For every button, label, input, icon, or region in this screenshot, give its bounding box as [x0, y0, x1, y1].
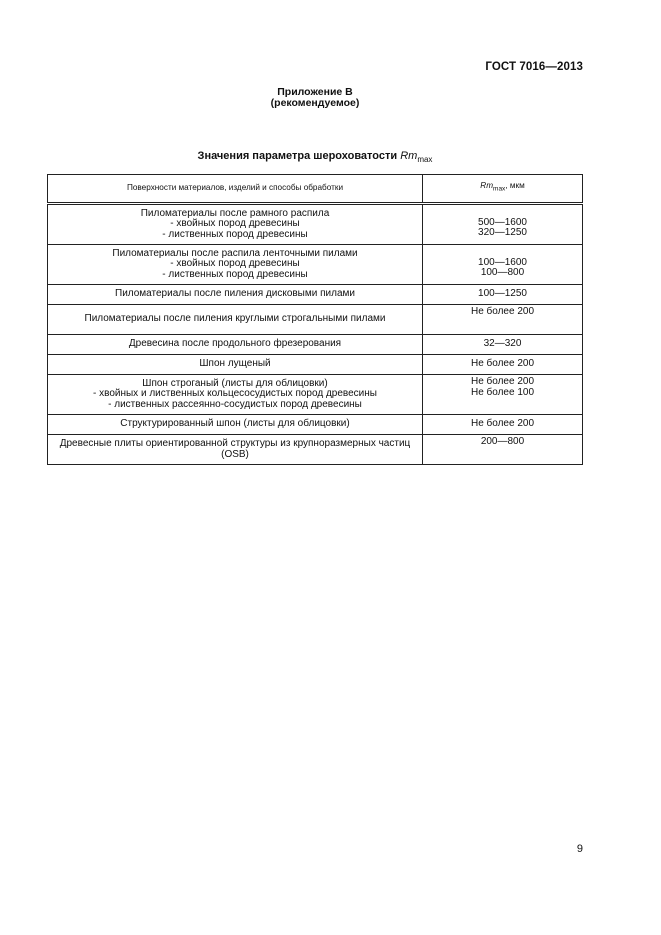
rm-value: 500—1600	[478, 216, 527, 228]
rm-value: Не более 200	[470, 358, 535, 370]
surface-cell	[48, 204, 423, 245]
rm-value	[423, 207, 582, 218]
table-row	[48, 415, 583, 435]
appendix-title: Приложение В	[277, 86, 353, 98]
col-surfaces-header: Поверхности материалов, изделий и способы обработки	[48, 175, 423, 204]
table-row	[48, 355, 583, 375]
rm-value: Не более 200	[470, 418, 535, 430]
standard-number: ГОСТ 7016—2013	[485, 61, 583, 73]
surface-cell	[48, 245, 423, 285]
rm-value: Не более 200	[470, 376, 535, 387]
roughness-table	[47, 174, 583, 465]
surface-subitem: (OSB)	[221, 448, 249, 460]
surface-cell	[48, 335, 423, 355]
rm-value-cell	[423, 285, 583, 305]
surface-name: Пиломатериалы после пиления дисковыми пилами	[115, 288, 355, 300]
col-rm-header	[423, 175, 583, 204]
table-title-symbol: Rm	[400, 150, 418, 162]
surface-name: Древесина после продольного фрезерования	[128, 338, 342, 350]
surface-name: Древесные плиты ориентированной структуры из крупноразмерных частиц	[59, 438, 411, 449]
table-header-row	[48, 175, 583, 204]
rm-value-cell	[423, 204, 583, 245]
surface-cell	[48, 435, 423, 465]
surface-name: Пиломатериалы после распила ленточными пилами	[112, 247, 358, 259]
col-rm-symbol: Rm	[480, 181, 494, 191]
rm-value-cell	[423, 245, 583, 285]
surface-subitem: - лиственных пород древесины	[162, 228, 308, 240]
surface-cell	[48, 305, 423, 335]
rm-value-cell	[423, 415, 583, 435]
col-rm-subscript: max	[493, 186, 506, 194]
rm-value-cell	[423, 435, 583, 465]
table-row	[48, 375, 583, 415]
rm-value-cell	[423, 305, 583, 335]
table-row	[48, 245, 583, 285]
table-title	[0, 150, 630, 164]
surface-name: Шпон строганый (листы для облицовки)	[142, 377, 328, 389]
surface-cell	[48, 415, 423, 435]
appendix-note: (рекомендуемое)	[270, 97, 360, 109]
table-row	[48, 204, 583, 245]
appendix-heading	[0, 87, 630, 109]
surface-subitem: - лиственных рассеянно-сосудистых пород древесины	[108, 398, 362, 410]
surface-cell	[48, 375, 423, 415]
rm-value	[423, 247, 582, 258]
surface-cell	[48, 355, 423, 375]
col-rm-unit: , мкм	[505, 181, 525, 191]
rm-value-cell	[423, 375, 583, 415]
surface-subitem: - хвойных и лиственных кольцесосудистых пород древесины	[93, 388, 377, 400]
rm-value-cell	[423, 355, 583, 375]
surface-subitem: - хвойных пород древесины	[170, 258, 300, 270]
surface-subitem: - хвойных пород древесины	[170, 218, 300, 230]
table-row	[48, 285, 583, 305]
surface-name: Структурированный шпон (листы для облицовки)	[120, 418, 350, 430]
surface-subitem: - лиственных пород древесины	[162, 268, 308, 280]
rm-value: 200—800	[480, 436, 525, 447]
table-row	[48, 335, 583, 355]
page-number: 9	[576, 843, 583, 855]
table-row	[48, 435, 583, 465]
rm-value: 32—320	[483, 338, 522, 350]
surface-cell	[48, 285, 423, 305]
rm-value: 100—800	[480, 267, 525, 278]
surface-name: Пиломатериалы после рамного распила	[140, 207, 330, 219]
rm-value: 100—1250	[478, 288, 527, 300]
rm-value: Не более 200	[470, 306, 535, 317]
table-title-text: Значения параметра шероховатости	[197, 150, 398, 162]
surface-name: Пиломатериалы после пиления круглыми строгальными пилами	[84, 313, 386, 325]
rm-value: Не более 100	[470, 386, 535, 398]
rm-value: 320—1250	[478, 227, 527, 238]
table-row	[48, 305, 583, 335]
rm-value-cell	[423, 335, 583, 355]
rm-value: 100—1600	[478, 256, 527, 268]
surface-name: Шпон лущеный	[199, 358, 271, 370]
table-title-subscript: max	[417, 155, 433, 164]
